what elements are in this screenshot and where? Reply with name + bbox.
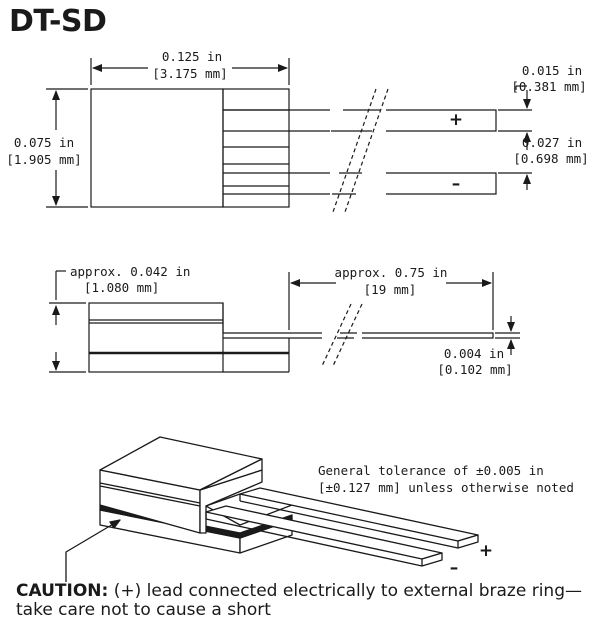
- tolerance-line-2: [±0.127 mm] unless otherwise noted: [318, 480, 574, 495]
- side-lead-thick-mm: [0.102 mm]: [437, 362, 513, 377]
- lead-gap-in: 0.027 in: [521, 135, 583, 150]
- side-height-in: approx. 0.042 in: [70, 264, 191, 279]
- side-lead-thick-in: 0.004 in: [443, 346, 505, 361]
- lead-width-mm: [0.381 mm]: [511, 79, 587, 94]
- tolerance-line-1: General tolerance of ±0.005 in: [318, 463, 544, 478]
- caution-text: (+) lead connected electrically to external braze ring— take care not to cause a short: [16, 581, 582, 620]
- top-width-in: 0.125 in: [161, 49, 223, 64]
- side-lead-length-in: approx. 0.75 in: [334, 265, 448, 280]
- side-height-mm: [1.080 mm]: [84, 280, 160, 295]
- caution-note: [16, 582, 596, 620]
- top-width-mm: [3.175 mm]: [152, 66, 228, 81]
- iso-plus-sign: +: [478, 541, 494, 561]
- top-plus-sign: +: [448, 110, 464, 130]
- side-lead-length-mm: [19 mm]: [363, 282, 417, 297]
- side-body: [89, 303, 223, 372]
- top-body: [91, 89, 223, 207]
- top-minus-sign: –: [451, 174, 461, 194]
- diagram-title: DT-SD: [9, 4, 107, 39]
- iso-minus-sign: –: [449, 558, 459, 578]
- lead-gap-mm: [0.698 mm]: [513, 151, 589, 166]
- lead-width-in: 0.015 in: [521, 63, 583, 78]
- caution-label: CAUTION:: [16, 581, 109, 601]
- top-height-in: 0.075 in: [13, 135, 75, 150]
- top-height-mm: [1.905 mm]: [6, 152, 82, 167]
- top-lead-strip: [223, 89, 289, 207]
- iso-view: [66, 437, 478, 582]
- iso-view-labels: [318, 463, 574, 578]
